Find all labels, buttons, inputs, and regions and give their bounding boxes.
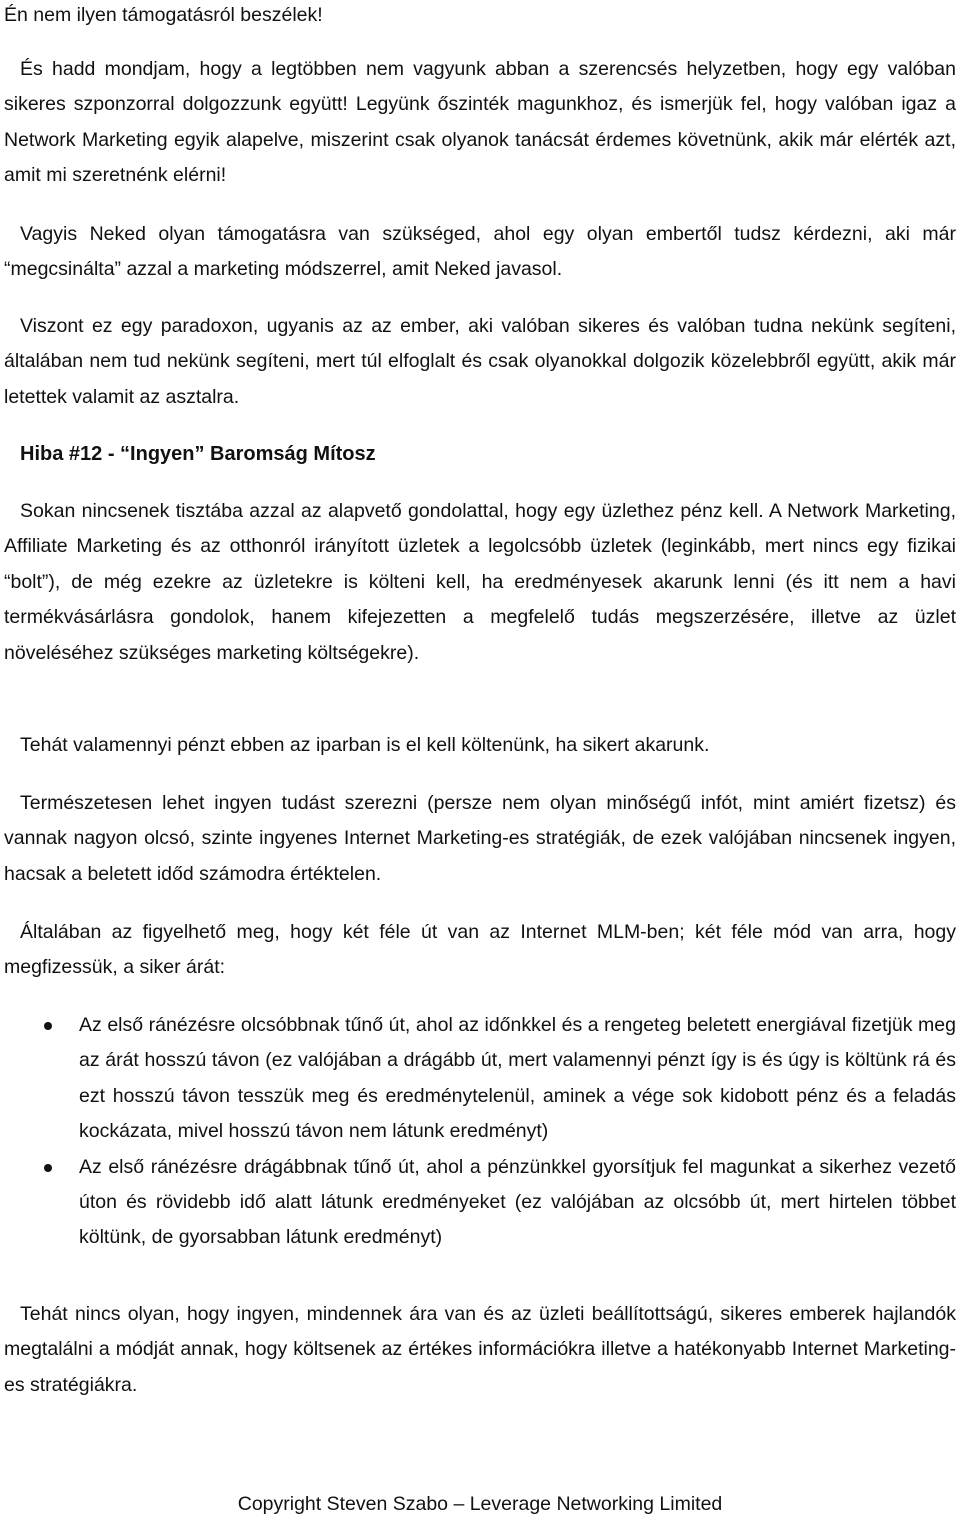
paragraph-intro: Én nem ilyen támogatásról beszélek! (4, 4, 323, 26)
paragraph-free-knowledge: Természetesen lehet ingyen tudást szerezni (persze nem olyan minőségű infót, mint amiért fizetsz) és vannak nagyon olcsó, szinte ingyenes Internet Marketing-es stratégiák, de ezek valójában nincsenek ingyen, hacsak a beletett időd számodra értéktelen. (4, 792, 956, 885)
paragraph-paradox: Viszont ez egy paradoxon, ugyanis az az ember, aki valóban sikeres és valóban tudna nekünk segíteni, általában nem tud nekünk segíteni, mert túl elfoglalt és csak olyanokkal dolgozik közelebbről együtt, akik már letettek valamit az asztalra. (4, 315, 956, 408)
list-item (4, 1150, 956, 1256)
list-item-text: Az első ránézésre olcsóbbnak tűnő út, ahol az időnkkel és a rengeteg beletett energiával fizetjük meg az árát hosszú távon (ez valójában a drágább út, mert valamennyi pénzt így is és úgy is költünk rá és ezt hosszú távon tesszük meg és eredménytelenül, aminek a vége sok kidobott pénz és a feladás kockázata, mivel hosszú távon nem látunk eredményt) (79, 1014, 956, 1143)
paragraph-support: Vagyis Neked olyan támogatásra van szükséged, ahol egy olyan embertől tudsz kérdezni, aki már “megcsinálta” azzal a marketing módszerrel, amit Neked javasol. (4, 223, 956, 281)
bullet-icon (44, 1022, 52, 1030)
footer-copyright: Copyright Steven Szabo – Leverage Networking Limited (237, 1493, 723, 1515)
paragraph-sponsor: És hadd mondjam, hogy a legtöbben nem vagyunk abban a szerencsés helyzetben, hogy egy valóban sikeres szponzorral dolgozzunk együtt! Legyünk őszinték magunkhoz, és ismerjük fel, hogy valóban igaz a Network Marketing egyik alapelve, miszerint csak olyanok tanácsát érdemes követnünk, akik már elérték azt, amit mi szeretnénk elérni! (4, 58, 956, 187)
paragraph-two-ways: Általában az figyelhető meg, hogy két féle út van az Internet MLM-ben; két féle mód van arra, hogy megfizessük, a siker árát: (4, 921, 956, 979)
list-item (4, 1008, 956, 1150)
paragraph-conclusion: Tehát nincs olyan, hogy ingyen, mindennek ára van és az üzleti beállítottságú, sikeres emberek hajlandók megtalálni a módját annak, hogy költsenek az értékes információkra illetve a hatékonyabb Internet Marketing-es stratégiákra. (4, 1303, 956, 1396)
bullet-icon (44, 1164, 52, 1172)
list-item-text: Az első ránézésre drágábbnak tűnő út, ahol a pénzünkkel gyorsítjuk fel magunkat a sikerhez vezető úton és rövidebb idő alatt látunk eredményeket (ez valójában az olcsóbb út, mert hirtelen többet költünk, de gyorsabban látunk eredményt) (79, 1155, 956, 1249)
paragraph-money-needed: Sokan nincsenek tisztába azzal az alapvető gondolattal, hogy egy üzlethez pénz kell. A Network Marketing, Affiliate Marketing és az otthonról irányított üzletek a legolcsóbb üzletek (leginkább, mert nincs egy fizikai “bolt”), de még ezekre az üzletekre is költeni kell, ha eredményesek akarunk lenni (és itt nem a havi termékvásárlásra gondolok, hanem kifejezetten a megfelelő tudás megszerzésére, illetve az üzlet növeléséhez szükséges marketing költségekre). (4, 500, 956, 664)
bullet-list (4, 1008, 956, 1256)
paragraph-spend: Tehát valamennyi pénzt ebben az iparban is el kell költenünk, ha sikert akarunk. (20, 734, 710, 756)
section-heading: Hiba #12 - “Ingyen” Baromság Mítosz (20, 443, 376, 465)
